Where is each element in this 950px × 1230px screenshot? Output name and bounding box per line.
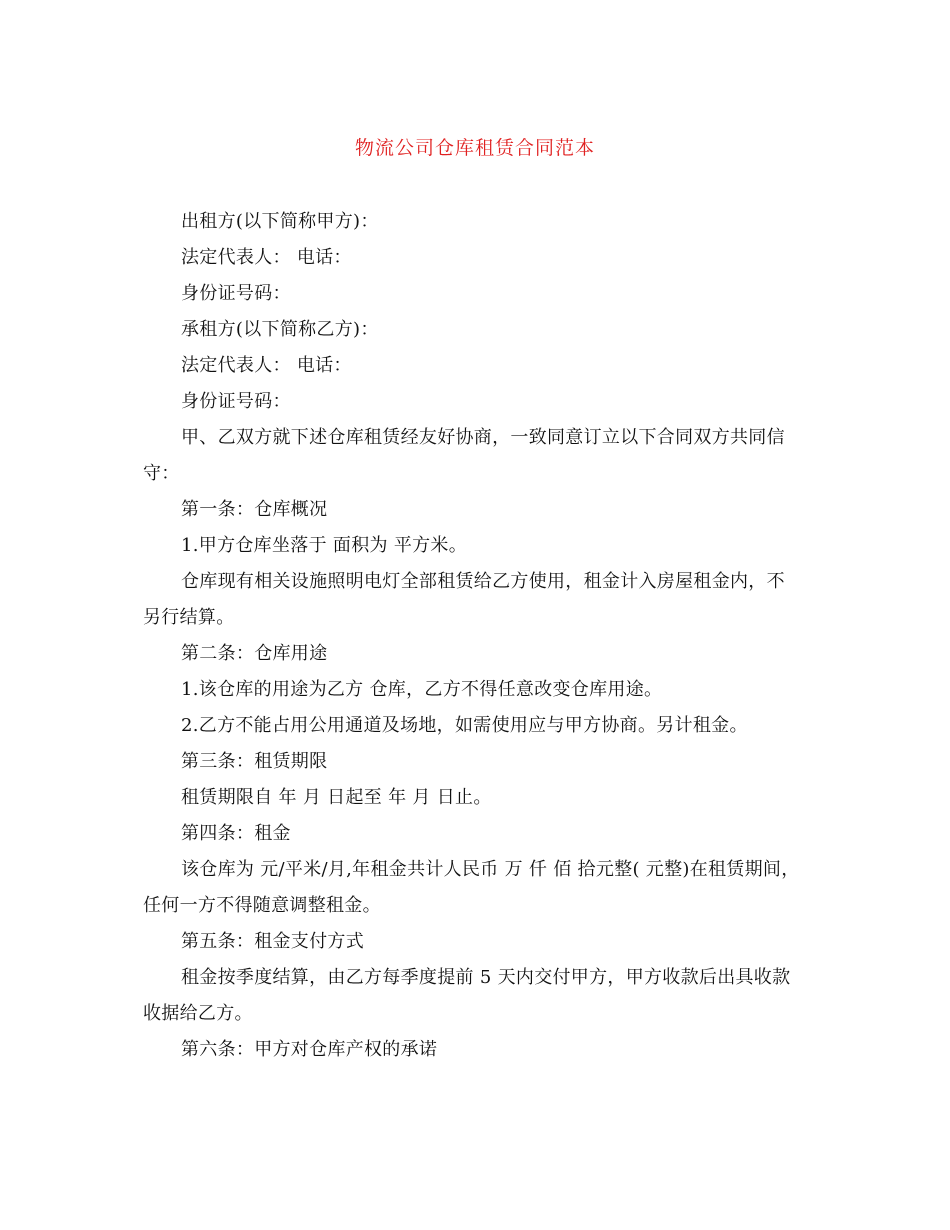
- paragraph-lessor: 出租方(以下简称甲方)：: [181, 211, 379, 232]
- heading-article-6: 第六条：甲方对仓库产权的承诺: [181, 1039, 438, 1060]
- paragraph-article-1-item-1: 1.甲方仓库坐落于 面积为 平方米。: [181, 535, 468, 556]
- paragraph-article-5-payment: 租金按季度结算，由乙方每季度提前 5 天内交付甲方，甲方收款后出具收款收据给乙方。: [143, 967, 791, 1024]
- paragraph-lessee: 承租方(以下简称乙方)：: [181, 319, 379, 340]
- paragraph-article-2-item-1: 1.该仓库的用途为乙方 仓库，乙方不得任意改变仓库用途。: [181, 679, 663, 700]
- paragraph-lessor-id: 身份证号码：: [181, 283, 291, 304]
- paragraph-lessee-representative: 法定代表人： 电话：: [181, 355, 352, 376]
- paragraph-lessee-id: 身份证号码：: [181, 391, 291, 412]
- paragraph-article-1-facilities: 仓库现有相关设施照明电灯全部租赁给乙方使用，租金计入房屋租金内，不另行结算。: [143, 571, 785, 628]
- heading-article-4: 第四条：租金: [181, 823, 291, 844]
- document-title: 物流公司仓库租赁合同范本: [354, 137, 595, 159]
- heading-article-1: 第一条：仓库概况: [181, 499, 328, 520]
- paragraph-article-3-term: 租赁期限自 年 月 日起至 年 月 日止。: [181, 787, 492, 808]
- heading-article-3: 第三条：租赁期限: [181, 751, 328, 772]
- paragraph-article-2-item-2: 2.乙方不能占用公用通道及场地，如需使用应与甲方协商。另计租金。: [181, 715, 748, 736]
- paragraph-lessor-representative: 法定代表人： 电话：: [181, 247, 352, 268]
- paragraph-article-4-rent: 该仓库为 元/平米/月,年租金共计人民币 万 仟 佰 拾元整( 元整)在租赁期间，任何一方不得随意调整租金。: [143, 859, 800, 916]
- heading-article-5: 第五条：租金支付方式: [181, 931, 364, 952]
- heading-article-2: 第二条：仓库用途: [181, 643, 328, 664]
- paragraph-preamble: 甲、乙双方就下述仓库租赁经友好协商，一致同意订立以下合同双方共同信守：: [143, 427, 785, 484]
- document-body: [143, 204, 803, 1068]
